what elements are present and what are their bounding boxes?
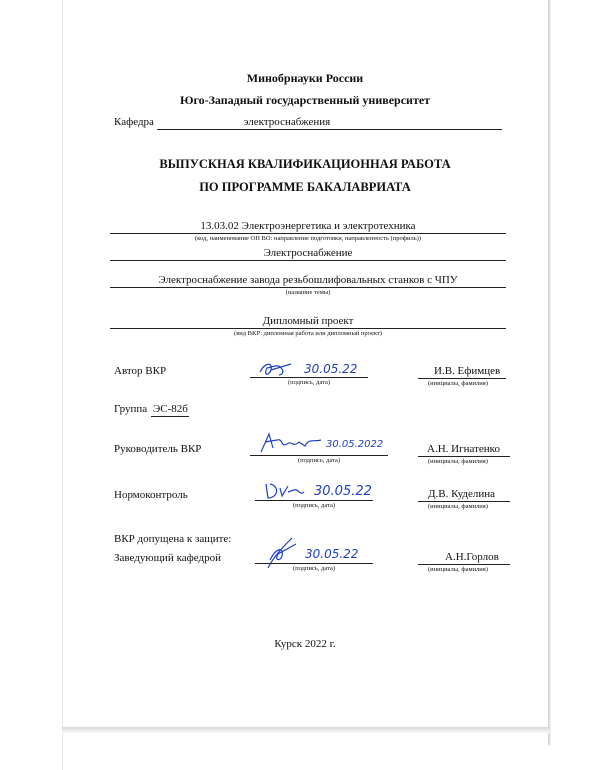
profile-underline	[110, 260, 506, 261]
department-underline	[157, 129, 502, 130]
supervisor-sign-caption: (подпись, дата)	[297, 457, 341, 464]
author-sign-date: 30.05.22	[304, 362, 358, 376]
normcontrol-sign-caption: (подпись, дата)	[292, 502, 336, 509]
topic-underline	[110, 287, 506, 288]
group-label: Группа	[114, 403, 148, 415]
head-sign-date: 30.05.22	[305, 547, 359, 561]
admission-label: ВКР допущена к защите:	[114, 533, 232, 545]
author-label: Автор ВКР	[114, 365, 167, 377]
head-name: А.Н.Горлов	[445, 551, 499, 563]
head-sign-caption: (подпись, дата)	[292, 565, 336, 572]
author-name-caption: (инициалы, фамилия)	[428, 380, 488, 387]
thesis-title-line2: ПО ПРОГРАММЕ БАКАЛАВРИАТА	[199, 180, 411, 194]
program-underline	[110, 233, 506, 234]
normcontrol-sign-underline	[255, 500, 373, 501]
city-year: Курск 2022 г.	[274, 638, 336, 650]
normcontrol-signature	[262, 478, 308, 502]
topic-value: Электроснабжение завода резьбошлифовальных станков с ЧПУ	[158, 274, 458, 286]
group-value: ЭС-82б	[153, 403, 188, 415]
head-of-department-label: Заведующий кафедрой	[114, 552, 221, 564]
topic-caption: (название темы)	[285, 289, 331, 296]
head-name-underline	[418, 564, 510, 565]
author-name: И.В. Ефимцев	[434, 365, 501, 377]
author-sign-underline	[250, 377, 368, 378]
department-value: электроснабжения	[243, 116, 331, 128]
work-type-underline	[110, 328, 506, 329]
supervisor-signature	[255, 428, 325, 456]
thesis-title-line1: ВЫПУСКНАЯ КВАЛИФИКАЦИОННАЯ РАБОТА	[159, 157, 451, 171]
supervisor-name-underline	[418, 456, 510, 457]
normcontrol-sign-date: 30.05.22	[314, 484, 372, 499]
head-sign-underline	[255, 563, 373, 564]
supervisor-sign-date: 30.05.2022	[326, 439, 384, 450]
supervisor-sign-underline	[250, 455, 388, 456]
supervisor-name: А.Н. Игнатенко	[427, 443, 500, 455]
ministry-heading: Минобрнауки России	[246, 71, 364, 85]
profile-value: Электроснабжение	[263, 247, 353, 259]
department-label: Кафедра	[114, 116, 154, 128]
program-code-name: 13.03.02 Электроэнергетика и электротехника	[200, 220, 416, 232]
author-name-underline	[418, 378, 506, 379]
normcontrol-name: Д.В. Куделина	[428, 488, 496, 500]
work-type-value: Дипломный проект	[262, 315, 354, 327]
author-sign-caption: (подпись, дата)	[287, 379, 331, 386]
normcontrol-label: Нормоконтроль	[114, 489, 188, 501]
university-heading: Юго-Западный государственный университет	[179, 93, 431, 107]
group-underline	[151, 416, 189, 417]
work-type-caption: (вид ВКР: дипломная работа или дипломный проект)	[234, 330, 382, 337]
page-edge-shadow	[548, 0, 551, 745]
supervisor-label: Руководитель ВКР	[114, 443, 202, 455]
page-bottom-shadow	[62, 727, 550, 733]
normcontrol-name-caption: (инициалы, фамилия)	[428, 503, 488, 510]
head-name-caption: (инициалы, фамилия)	[428, 566, 488, 573]
program-caption: (код, наименование ОП ВО: направление подготовки, направленность (профиль))	[195, 235, 421, 242]
normcontrol-name-underline	[418, 501, 510, 502]
supervisor-name-caption: (инициалы, фамилия)	[428, 458, 488, 465]
